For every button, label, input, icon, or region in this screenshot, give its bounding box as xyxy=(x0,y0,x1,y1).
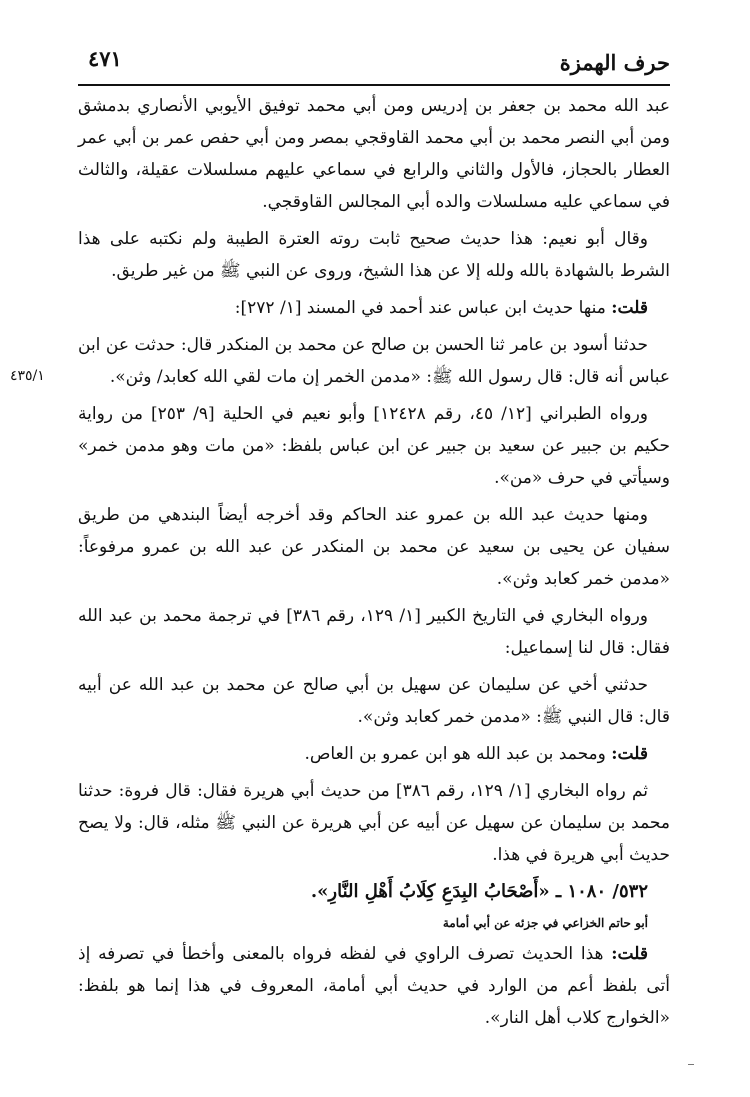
qult-label: قلت: xyxy=(611,298,648,318)
paragraph: حدثني أخي عن سليمان عن سهيل بن أبي صالح عن محمد بن عبد الله عن أبيه قال: قال النبي ﷺ: «مدمن خمر كعابد وثن». xyxy=(78,675,670,727)
paragraph: حدثنا أسود بن عامر ثنا الحسن بن صالح عن محمد بن المنكدر قال: حدثت عن ابن عباس أنه قال: قال رسول الله ﷺ: «مدمن الخمر إن مات لقي الله كعابد/ وثن». xyxy=(78,335,670,387)
qult-paragraph xyxy=(78,738,670,770)
margin-reference: ٤٣٥/١ xyxy=(10,368,45,384)
qult-label: قلت: xyxy=(611,744,648,764)
paragraph: ورواه الطبراني [١٢/ ٤٥، رقم ١٢٤٢٨] وأبو نعيم في الحلية [٩/ ٢٥٣] من رواية حكيم بن جبير عن سعيد بن جبير عن ابن عباس بلفظ: «من مات وهو مدمن خمر» وسيأتي في حرف «من». xyxy=(78,404,670,488)
header-rule xyxy=(78,84,670,86)
qult-text: هذا الحديث تصرف الراوي في لفظه فرواه بالمعنى وأخطأ في تصرفه إذ أتى بلفظ أعم من الوارد في حديث أبي أمامة، المعروف في هذا إنما هو بلفظ: «الخوارج كلاب أهل النار». xyxy=(78,944,670,1028)
page-body xyxy=(78,90,670,1039)
paragraph: ثم رواه البخاري [١/ ١٢٩، رقم ٣٨٦] من حديث أبي هريرة فقال: قال فروة: حدثنا محمد بن سليمان عن سهيل عن أبيه عن أبي هريرة عن النبي ﷺ مثله، قال: ولا يصح حديث أبي هريرة في هذا. xyxy=(78,781,670,865)
qult-paragraph xyxy=(78,292,670,324)
source-note: أبو حاتم الخزاعي في جزئه عن أبي أمامة xyxy=(442,916,648,930)
paragraph: وقال أبو نعيم: هذا حديث صحيح ثابت روته العترة الطيبة ولم نكتبه على هذا الشرط بالشهادة بالله ولله إلا عن هذا الشيخ، وروى عن النبي ﷺ من غير طريق. xyxy=(78,229,670,281)
entry-number: ٥٣٢/ ١٠٨٠ xyxy=(567,881,648,902)
page-number: ٤٧١ xyxy=(88,46,122,71)
qult-paragraph xyxy=(78,938,670,1034)
footer-mark xyxy=(688,1064,694,1065)
entry-text: «أَصْحَابُ البِدَعِ كِلَابُ أَهْلِ النَّارِ». xyxy=(310,881,550,902)
paragraph: ورواه البخاري في التاريخ الكبير [١/ ١٢٩، رقم ٣٨٦] في ترجمة محمد بن عبد الله فقال: قال لنا إسماعيل: xyxy=(78,606,670,658)
hadith-entry: ٥٣٢/ ١٠٨٠ ـ «أَصْحَابُ البِدَعِ كِلَابُ أَهْلِ النَّارِ». xyxy=(310,881,648,902)
qult-label: قلت: xyxy=(611,944,648,964)
paragraph: عبد الله محمد بن جعفر بن إدريس ومن أبي محمد توفيق الأيوبي الأنصاري بدمشق ومن أبي النصر محمد بن أبي محمد القاوقجي بمصر ومن أبي حفص عمر بن أبي عمر العطار بالحجاز، فالأول والثاني والرابع في سماعي عليهم مسلسلات عقيلة، والثالث في سماعي عليه مسلسلات والده أبي المجالس القاوقجي. xyxy=(78,96,670,212)
qult-text: منها حديث ابن عباس عند أحمد في المسند [١/ ٢٧٢]: xyxy=(234,298,606,318)
paragraph: ومنها حديث عبد الله بن عمرو عند الحاكم وقد أخرجه أيضاً البندهي من طريق سفيان عن يحيى بن سعيد عن محمد بن المنكدر عن عبد الله بن عمرو مرفوعاً: «مدمن خمر كعابد وثن». xyxy=(78,505,670,589)
chapter-title: حرف الهمزة xyxy=(559,50,670,75)
qult-text: ومحمد بن عبد الله هو ابن عمرو بن العاص. xyxy=(304,744,606,764)
